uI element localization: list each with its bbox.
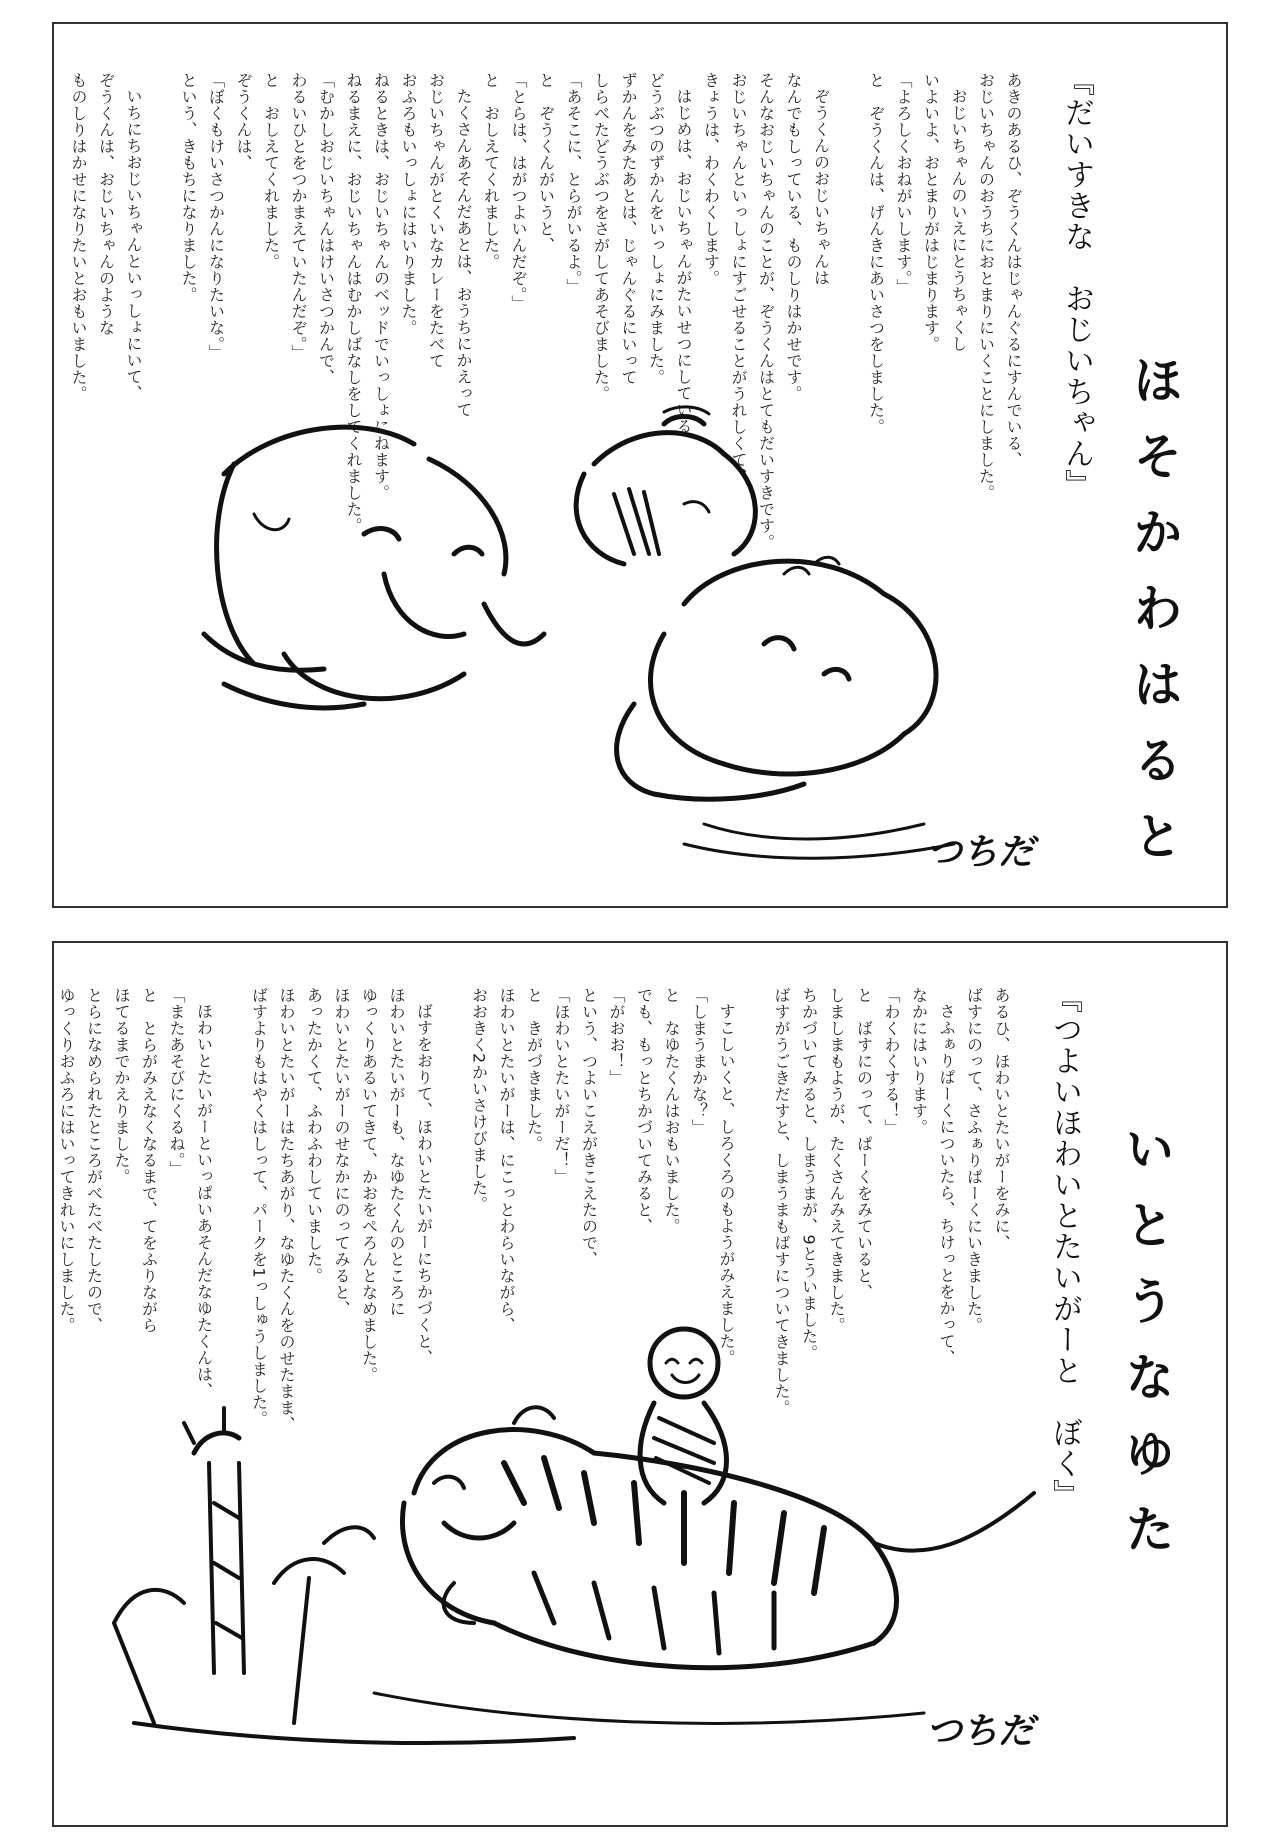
story-line: きょうは、わくわくします。 xyxy=(701,72,721,287)
story-line: さふぁりぱーくについたら、ちけっとをかって、 xyxy=(937,1003,956,1366)
story-line: 「よろしくおねがいします。」 xyxy=(894,72,913,295)
story-line: ほてるまでかえりました。 xyxy=(112,987,131,1185)
story-line: あきのあるひ、ぞうくんはじゃんぐるにすんでいる、 xyxy=(1004,72,1023,468)
story-line: という、きもちになりました。 xyxy=(179,72,198,303)
story-line: と おしえてくれました。 xyxy=(481,72,501,270)
story-line: ぞうくんのおじいちゃんは xyxy=(811,88,831,286)
story-line: ぞうくんは、 xyxy=(234,72,253,171)
story-line: おおきく2かいさけびました。 xyxy=(469,987,489,1213)
story-line: ばすにのって、さふぁりぱーくにいきました。 xyxy=(964,987,984,1334)
artist-signature: つちだ xyxy=(926,832,1035,873)
story-line: ちかづいてみると、しまうまが、9とういました。 xyxy=(799,987,819,1361)
story-line: ほわいとたいがーは、にこっとわらいながら、 xyxy=(497,987,516,1334)
story-line: とらになめられたところがべたべたしたので、 xyxy=(84,987,104,1334)
story-line: おふろもいっしょにはいりました。 xyxy=(399,72,418,336)
story-line: しましまもようが、たくさんみえてきました。 xyxy=(827,987,846,1334)
elephant-illustration xyxy=(164,404,1064,874)
story-line: ほわいとたいがーはたちあがり、なゆたくんをのせたまま、 xyxy=(277,987,296,1433)
story-line: いちにちおじいちゃんといっしょにいて、 xyxy=(124,88,143,402)
story-line: ほわいとたいがーも、なゆたくんのところに xyxy=(387,987,406,1317)
story-line: と ぞうくんがいうと、 xyxy=(536,72,556,254)
story-line: そんなおじいちゃんのことが、ぞうくんはとてもだいすきです。 xyxy=(756,72,776,551)
story-line: わるいひとをつかまえていたんだぞ。」 xyxy=(289,72,308,361)
story-line: いよいよ、おとまりがはじまります。 xyxy=(921,72,941,353)
story-line: おじいちゃんのおうちにおとまりにいくことにしました。 xyxy=(976,72,996,501)
story-line: ばすがうごきだすと、しまうまもばすについてきました。 xyxy=(772,987,791,1416)
story-line: おじいちゃんがとくいなカレーをたべて xyxy=(426,72,446,369)
story-line: すこしいくと、しろくろのもようがみえました。 xyxy=(717,1003,736,1366)
story-author: ほそかわはると xyxy=(1125,354,1183,886)
story-line: 「またあそびにくるね。」 xyxy=(167,987,186,1177)
story-line: おじいちゃんといっしょにすごせることがうれしくて、 xyxy=(729,72,748,485)
story-line: ばすよりもはやくはしって、パークを1っしゅうしました。 xyxy=(249,987,269,1427)
story-line: ねるときは、おじいちゃんのベッドでいっしょにねます。 xyxy=(371,72,391,501)
story-panel-2 xyxy=(52,941,1228,1827)
story-line: でも、もっとちかづいてみると、 xyxy=(634,987,654,1235)
story-line: 「むかしおじいちゃんはけいさつかんで、 xyxy=(316,72,336,386)
story-line: と とらがみえなくなるまで、てをふりながら xyxy=(139,987,159,1334)
story-title: 『つよいほわいとたいがーと ぼく』 xyxy=(1047,983,1082,1510)
story-line: 「ほわいとたいがーだ！」 xyxy=(552,987,571,1185)
story-line: 「がおお！」 xyxy=(607,987,626,1086)
story-line: 「しまうまかな？」 xyxy=(689,987,709,1136)
story-line: はじめは、おじいちゃんがたいせつにしている xyxy=(674,88,693,435)
story-title: 『だいすきな おじいちゃん』 xyxy=(1059,66,1094,500)
story-line: なんでもしっている、ものしりはかせです。 xyxy=(784,72,803,402)
story-line: ばすをおりて、ほわいとたいがーにちかづくと、 xyxy=(414,1003,434,1366)
story-line: 「とらは、はがつよいんだぞ。」 xyxy=(509,72,528,312)
story-body xyxy=(64,72,1027,551)
story-line: と きがづきました。 xyxy=(524,987,544,1152)
story-line: と ぞうくんは、げんきにあいさつをしました。 xyxy=(866,72,886,435)
story-line: ものしりはかせになりたいとおもいました。 xyxy=(69,72,88,402)
story-panel-1 xyxy=(52,22,1228,908)
artist-signature: つちだ xyxy=(926,1711,1035,1752)
story-line: と ばすにのって、ぱーくをみていると、 xyxy=(854,987,874,1301)
story-line: あったかくて、ふわふわしていました。 xyxy=(304,987,324,1284)
story-line: ゆっくりおふろにはいってきれいにしました。 xyxy=(57,987,76,1334)
story-line: と なゆたくんはおもいました。 xyxy=(662,987,681,1235)
story-line: ずかんをみたあとは、じゃんぐるにいって xyxy=(619,72,638,386)
story-line: ほわいとたいがーといっぱいあそんだなゆたくんは、 xyxy=(194,1003,214,1399)
story-line: たくさんあそんだあとは、おうちにかえって xyxy=(454,88,473,418)
story-line: という、つよいこえがきこえたので、 xyxy=(579,987,599,1268)
story-line: 「ぼくもけいさつかんになりたいな。」 xyxy=(206,72,226,361)
story-line: ほわいとたいがーのせなかにのってみると、 xyxy=(332,987,351,1317)
story-line: しらべたどうぶつをさがしてあそびました。 xyxy=(591,72,611,402)
story-line: ゆっくりあるいてきて、かおをぺろんとなめました。 xyxy=(359,987,379,1383)
story-line: どうぶつのずかんをいっしょにみました。 xyxy=(646,72,666,386)
story-line: なかにはいります。 xyxy=(909,987,929,1136)
story-line: 「わくわくする！」 xyxy=(882,987,901,1136)
tiger-illustration xyxy=(74,1243,1074,1803)
story-line: あるひ、ほわいとたいがーをみに、 xyxy=(992,987,1011,1251)
story-line: おじいちゃんのいえにとうちゃくし xyxy=(949,88,968,352)
story-line: ねるまえに、おじいちゃんはむかしばなしをしてくれました。 xyxy=(344,72,363,534)
story-line: ぞうくんは、おじいちゃんのような xyxy=(96,72,116,336)
story-author: いとうなゆた xyxy=(1117,1123,1175,1579)
story-line: と おしえてくれました。 xyxy=(261,72,281,270)
story-line: 「あそこに、とらがいるよ。」 xyxy=(564,72,583,295)
